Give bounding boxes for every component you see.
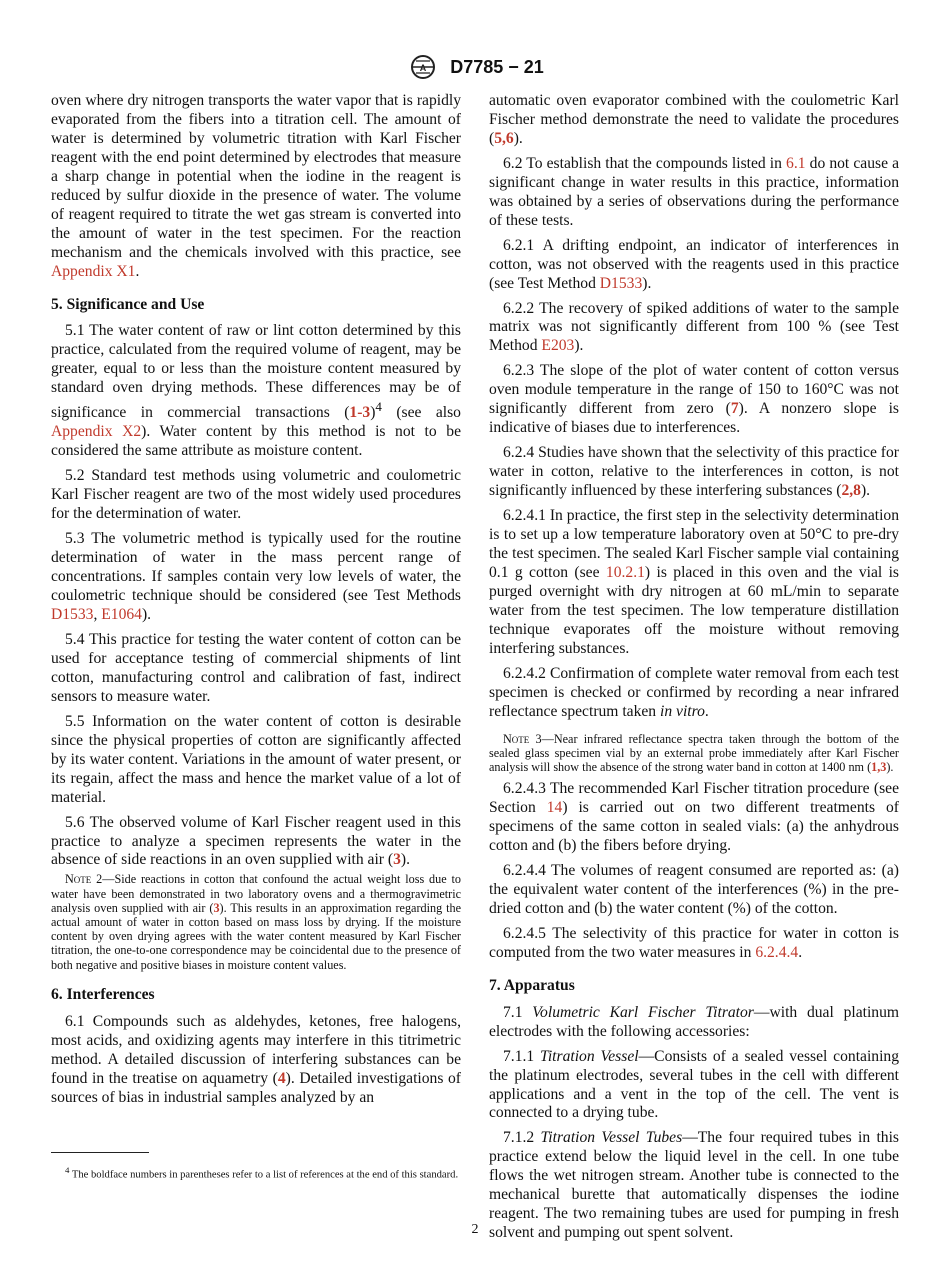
reference-4-link[interactable]: 4	[277, 1069, 286, 1087]
reference-1-3-link[interactable]: 1-3	[349, 404, 371, 422]
paragraph-7-1-1: 7.1.1 Titration Vessel—Consists of a sealed vessel containing the platinum electrodes, several tubes in the cell with different applications and a vent in the top of the cell. The vent is connected to a drying tube.	[489, 1047, 899, 1122]
astm-logo-icon	[406, 54, 440, 80]
note-3-label: Note 3	[503, 731, 542, 746]
paragraph-5-4: 5.4 This practice for testing the water content of cotton can be used for acceptance testing of commercial shipments of lint cotton, manufacturing control and calibration of fast, indirect sensors to measure water.	[51, 630, 461, 705]
reference-2-8-link[interactable]: 2,8	[841, 482, 861, 500]
section-6-1-link[interactable]: 6.1	[786, 154, 806, 172]
footnote-divider	[51, 1152, 149, 1153]
section-6-2-4-4-link[interactable]: 6.2.4.4	[755, 943, 799, 961]
section-10-2-1-link[interactable]: 10.2.1	[605, 563, 645, 581]
note-2: Note 2—Side reactions in cotton that confound the actual weight loss due to water have been demonstrated in two laboratory ovens and a thermogravimetric analysis oven supplied with air (3). This results in an approximation regarding the actual amount of water in cotton based on mass loss by drying. If the moisture content by oven drying agrees with the water content measured by Karl Fischer titration, the one-to-one correspondence may be coincidental due to the presence of both negative and positive biases in moisture content values.	[51, 872, 461, 972]
section-7-heading: 7. Apparatus	[489, 976, 575, 994]
reference-5-6-link[interactable]: 5,6	[494, 129, 514, 147]
paragraph-intro-continued: oven where dry nitrogen transports the water vapor that is rapidly evaporated from the fibers into a titration cell. The amount of water is determined by volumetric titration with Karl Fischer reagent with the end point determined by electrodes that measure a sharp change in potential when the iodine in the reagent is reduced by sulfur dioxide in the presence of water. The volume of reagent required to titrate the wet gas stream is converted into the amount of water in the test specimen. For the reaction mechanism and the chemicals involved with this practice, see Appendix X1.	[51, 92, 461, 280]
right-column	[489, 92, 899, 1249]
footnote-4: $^4$ The boldface numbers in parentheses refer to a list of references at the end of this standard.	[65, 1165, 459, 1181]
paragraph-5-2: 5.2 Standard test methods using volumetric and coulometric Karl Fischer reagent are two of the most widely used procedures for the determination of water.	[51, 467, 461, 523]
section-6-heading: 6. Interferences	[51, 985, 155, 1003]
paragraph-5-3: 5.3 The volumetric method is typically used for the routine determination of water in the mass percent range of concentrations. If samples contain very low levels of water, the coulometric technique should be considered (see Test Methods D1533, E1064).	[51, 530, 461, 624]
section-14-link[interactable]: 14	[546, 799, 563, 817]
note-2-reference-3-link[interactable]: 3	[213, 900, 220, 915]
paragraph-7-1-2: 7.1.2 Titration Vessel Tubes—The four required tubes in this practice extend below the liquid level in the cell. In one tube flows the wet nitrogen stream. Another tube is connected to the mechanical burette that automatically dispenses the iodine reagent. The two remaining tubes are used for pumping in fresh solvent and pumping out spent solvent.	[489, 1129, 899, 1242]
note-3: Note 3—Near infrared reflectance spectra taken through the bottom of the sealed glass specimen vial by an external probe immediately after Karl Fischer analysis will show the absence of the strong water band in cotton at 1400 nm (1,3).	[489, 731, 900, 774]
paragraph-7-1: 7.1 Volumetric Karl Fischer Titrator—with dual platinum electrodes with the following accessories:	[489, 1003, 900, 1040]
paragraph-6-2-4-1: 6.2.4.1 In practice, the first step in the selectivity determination is to set up a low temperature laboratory oven at 50°C to pre-dry the test specimen. The sealed Karl Fischer sample vial containing 0.1 g cotton (see 10.2.1) is placed in this oven and the vial is purged overnight with dry nitrogen at 60 mL/min to separate water from the test specimen. The low temperature distillation technique evaporates off the moisture without removing interfering substances.	[489, 507, 899, 657]
paragraph-6-2-4-2: 6.2.4.2 Confirmation of complete water removal from each test specimen is checked or confirmed by recording a near infrared reflectance spectrum taken in vitro.	[489, 664, 899, 720]
note-2-label: Note 2	[65, 872, 103, 887]
svg-text:A: A	[419, 63, 427, 73]
d1533-link-2[interactable]: D1533	[599, 274, 643, 292]
paragraph-6-2-3: 6.2.3 The slope of the plot of water content of cotton versus oven module temperature in the range of 150 to 160°C was not significantly different from zero (7). A nonzero slope is indicative of biases due to interferences.	[489, 362, 899, 437]
e1064-link[interactable]: E1064	[101, 606, 142, 624]
paragraph-6-1-continued: automatic oven evaporator combined with the coulometric Karl Fischer method demonstrate the need to validate the procedures (5,6).	[489, 92, 899, 147]
left-column	[51, 92, 461, 1114]
paragraph-6-2-4-3: 6.2.4.3 The recommended Karl Fischer titration procedure (see Section 14) is carried out on two different treatments of specimens of the same cotton in sealed vials: (a) the anhydrous cotton and (b) the fibers before drying.	[489, 780, 899, 855]
reference-7-link[interactable]: 7	[730, 400, 739, 418]
footnote-4-marker[interactable]: 4	[375, 399, 382, 415]
section-5-heading: 5. Significance and Use	[51, 295, 205, 313]
appendix-x2-link[interactable]: Appendix X2	[51, 423, 142, 441]
paragraph-6-2-4-5: 6.2.4.5 The selectivity of this practice for water in cotton is computed from the two water measures in 6.2.4.4.	[489, 924, 899, 961]
page-header	[0, 54, 950, 84]
paragraph-6-2-2: 6.2.2 The recovery of spiked additions of water to the sample matrix was not significantly different from 100 % (see Test Method E203).	[489, 299, 899, 355]
paragraph-6-1: 6.1 Compounds such as aldehydes, ketones, free halogens, most acids, and oxidizing agents may interfere in this titrimetric method. A detailed discussion of interfering substances can be found in the treatise on aquametry (4). Detailed investigations of sources of bias in industrial samples analyzed by an	[51, 1012, 461, 1106]
paragraph-5-1: 5.1 The water content of raw or lint cotton determined by this practice, calculated from the required volume of reagent, may be greater, equal to or less than the moisture content measured by standard oven drying methods. These differences may be of significance in commercial transactions $(1-3)^4$ (see also Appendix X2). Water content by this method is not to be considered the same attribute as moisture content.	[51, 322, 461, 460]
d1533-link[interactable]: D1533	[51, 606, 94, 624]
note-3-reference-1-3-link[interactable]: 1,3	[871, 759, 887, 774]
paragraph-5-5: 5.5 Information on the water content of cotton is desirable since the physical properties of cotton are significantly affected by its water content. Variations in the amount of water present, or its regain, affect the mass and hence the market value of a lot of material.	[51, 712, 461, 806]
paragraph-6-2-1: 6.2.1 A drifting endpoint, an indicator of interferences in cotton, was not observed with the reagents used in this practice (see Test Method D1533).	[489, 236, 899, 292]
standard-designation: D7785 − 21	[450, 56, 544, 77]
reference-3-link[interactable]: 3	[393, 851, 401, 869]
paragraph-6-2-4: 6.2.4 Studies have shown that the selectivity of this practice for water in cotton, relative to the interferences in cotton, is not significantly influenced by these interfering substances (2,8).	[489, 444, 899, 500]
e203-link[interactable]: E203	[541, 337, 575, 355]
appendix-x1-link[interactable]: Appendix X1	[51, 262, 136, 280]
paragraph-5-6: 5.6 The observed volume of Karl Fischer reagent used in this practice to analyze a specimen represents the water in the absence of side reactions in an oven supplied with air (3).	[51, 813, 461, 869]
page-number: 2	[471, 1222, 479, 1237]
paragraph-6-2: 6.2 To establish that the compounds listed in 6.1 do not cause a significant change in water results in this practice, information was obtained by a series of observations during the performance of these tests.	[489, 154, 900, 229]
paragraph-6-2-4-4: 6.2.4.4 The volumes of reagent consumed are reported as: (a) the equivalent water content of the interferences (%) in the pre-dried cotton and (b) the water content (%) of the cotton.	[489, 861, 899, 917]
